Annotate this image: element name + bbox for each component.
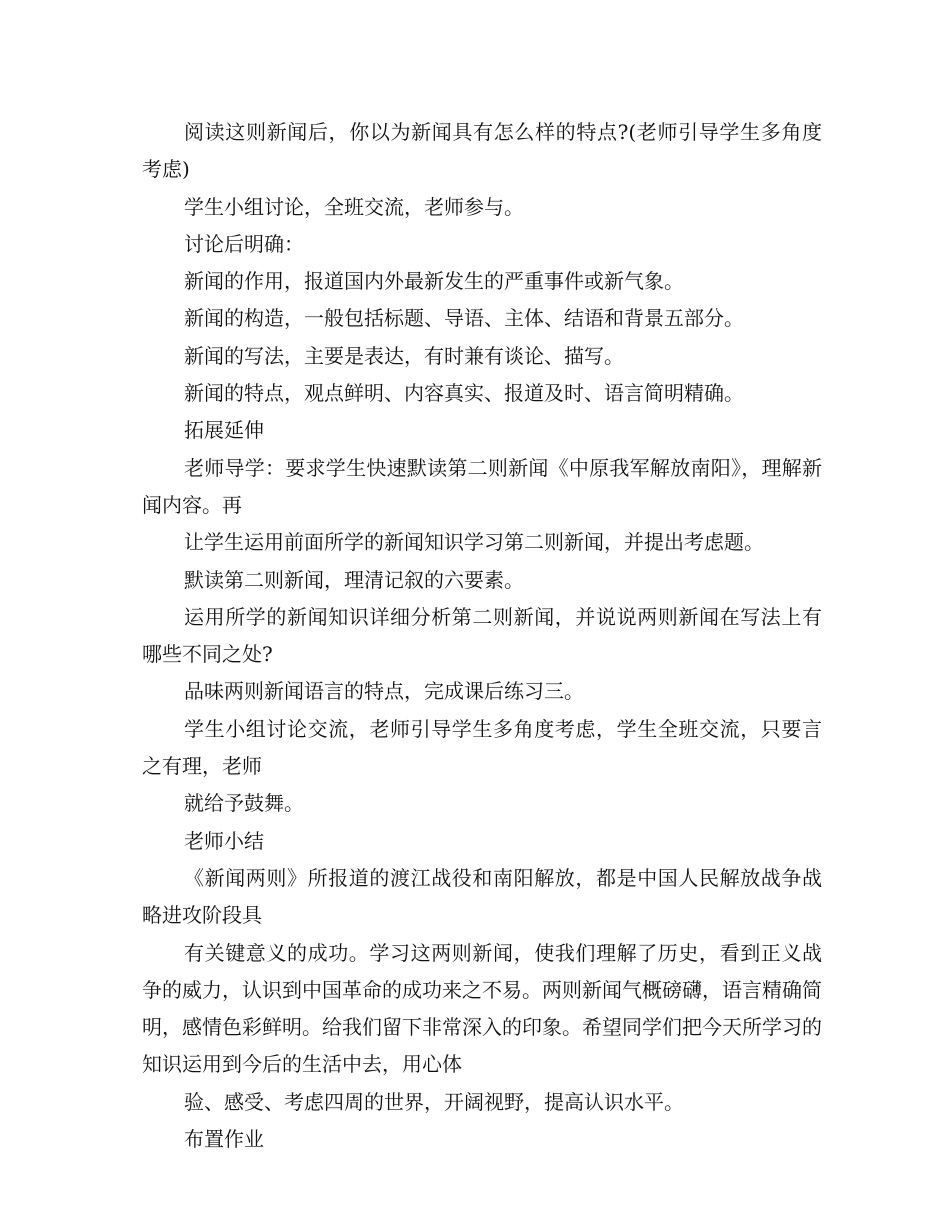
paragraph: 阅读这则新闻后，你以为新闻具有怎么样的特点?(老师引导学生多角度考虑) — [142, 120, 822, 182]
document-page — [142, 114, 822, 1158]
paragraph: 新闻的构造，一般包括标题、导语、主体、结语和背景五部分。 — [184, 306, 744, 331]
paragraph: 《新闻两则》所报道的渡江战役和南阳解放，都是中国人民解放战争战略进攻阶段具 — [142, 865, 822, 928]
section-heading: 拓展延伸 — [184, 418, 264, 443]
paragraph: 学生小组讨论交流，老师引导学生多角度考虑，学生全班交流，只要言之有理，老师 — [142, 716, 822, 779]
paragraph: 有关键意义的成功。学习这两则新闻，使我们理解了历史，看到正义战争的威力，认识到中国革命的成功来之不易。两则新闻气概磅礴，语言精确简明，感情色彩鲜明。给我们留下非常深入的印象。希望同学们把今天所学习的知识运用到今后的生活中去，用心体 — [142, 940, 822, 1077]
paragraph: 新闻的写法，主要是表达，有时兼有谈论、描写。 — [184, 343, 624, 368]
paragraph: 新闻的特点，观点鲜明、内容真实、报道及时、语言简明精确。 — [184, 381, 744, 406]
paragraph: 让学生运用前面所学的新闻知识学习第二则新闻，并提出考虑题。 — [184, 530, 764, 555]
paragraph: 品味两则新闻语言的特点，完成课后练习三。 — [184, 679, 584, 704]
paragraph: 默读第二则新闻，理清记叙的六要素。 — [184, 567, 524, 592]
paragraph: 就给予鼓舞。 — [184, 791, 304, 816]
paragraph: 讨论后明确： — [184, 231, 304, 256]
paragraph: 老师导学：要求学生快速默读第二则新闻《中原我军解放南阳》，理解新闻内容。再 — [142, 455, 822, 517]
section-heading: 布置作业 — [184, 1127, 264, 1152]
paragraph: 验、感受、考虑四周的世界，开阔视野，提高认识水平。 — [184, 1089, 684, 1114]
paragraph: 运用所学的新闻知识详细分析第二则新闻，并说说两则新闻在写法上有哪些不同之处? — [142, 604, 822, 667]
section-heading: 老师小结 — [184, 828, 264, 853]
paragraph: 学生小组讨论，全班交流，老师参与。 — [184, 194, 524, 219]
paragraph: 新闻的作用，报道国内外最新发生的严重事件或新气象。 — [184, 269, 684, 294]
